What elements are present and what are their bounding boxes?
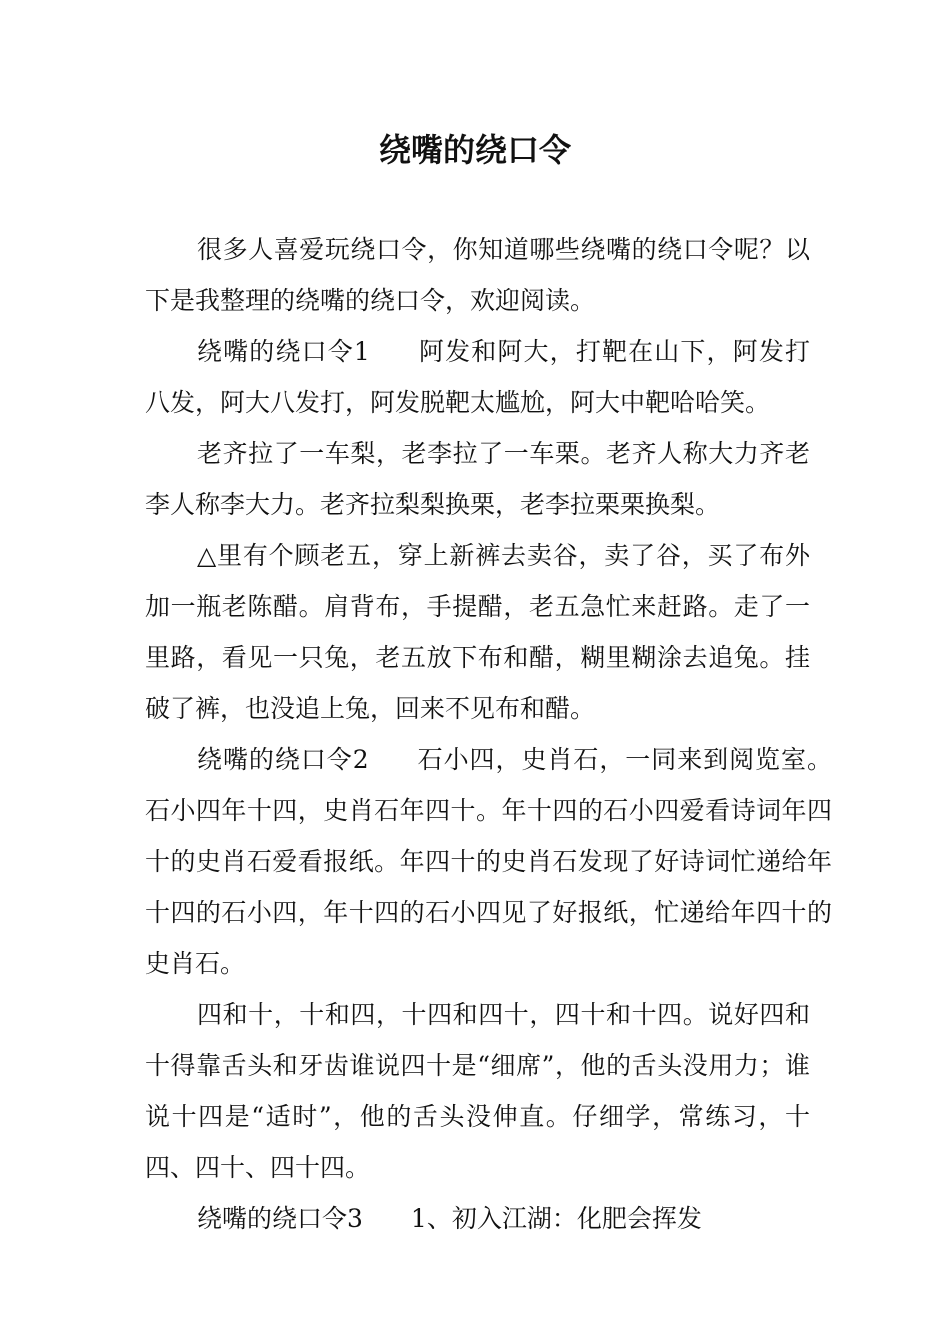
paragraph-text: 石小四，史肖石，一同来到阅览室。石小四年十四，史肖石年四十。年十四的石小四爱看诗词年四十的史肖石爱看报纸。年四十的史肖石发现了好诗词忙递给年十四的石小四，年十四的石小四见了好报纸，忙递给年四十的史肖石。	[145, 745, 832, 978]
paragraph-text: 阿发和阿大，打靶在山下，阿发打八发，阿大八发打，阿发脱靶太尴尬，阿大中靶哈哈笑。	[145, 337, 810, 417]
document-body	[145, 224, 832, 1244]
paragraph-text: 很多人喜爱玩绕口令，你知道哪些绕嘴的绕口令呢？以下是我整理的绕嘴的绕口令，欢迎阅读。	[145, 235, 810, 315]
paragraph-four-ten	[145, 989, 810, 1193]
paragraph-section-1	[145, 326, 810, 428]
paragraph-pears-chestnuts	[145, 428, 810, 530]
paragraph-section-3	[145, 1193, 810, 1244]
paragraph-section-2	[145, 734, 832, 989]
paragraph-intro	[145, 224, 810, 326]
section-heading: 绕嘴的绕口令2	[197, 745, 369, 774]
paragraph-text: 老齐拉了一车梨，老李拉了一车栗。老齐人称大力齐老李人称李大力。老齐拉梨梨换栗，老李拉栗栗换梨。	[145, 439, 810, 519]
paragraph-text: 四和十，十和四，十四和四十，四十和十四。说好四和十得靠舌头和牙齿谁说四十是“细席”，他的舌头没用力；谁说十四是“适时”，他的舌头没伸直。仔细学，常练习，十四、四十、四十四。	[145, 1000, 810, 1182]
paragraph-text: 1、初入江湖：化肥会挥发	[410, 1204, 702, 1233]
paragraph-gu-laowu	[145, 530, 810, 734]
document-title: 绕嘴的绕口令	[378, 131, 571, 169]
paragraph-text: △里有个顾老五，穿上新裤去卖谷，卖了谷，买了布外加一瓶老陈醋。肩背布，手提醋，老五急忙来赶路。走了一里路，看见一只兔，老五放下布和醋，糊里糊涂去追兔。挂破了裤，也没追上兔，回来不见布和醋。	[145, 541, 810, 723]
section-heading: 绕嘴的绕口令3	[197, 1204, 363, 1233]
section-heading: 绕嘴的绕口令1	[197, 337, 370, 366]
